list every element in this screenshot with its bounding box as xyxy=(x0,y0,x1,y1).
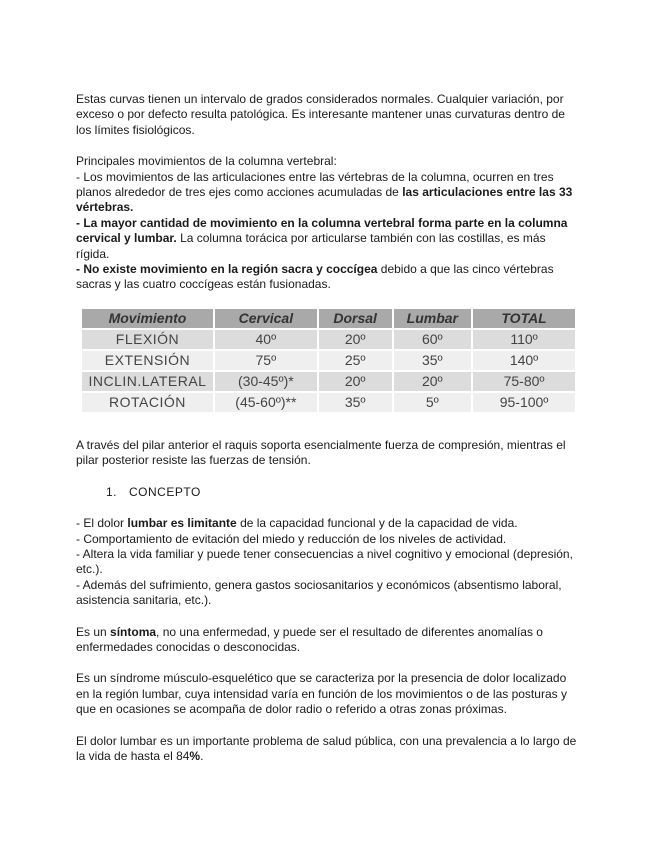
table-row xyxy=(82,372,575,391)
table-cell: 75º xyxy=(215,351,317,370)
table-cell: 75-80º xyxy=(473,372,575,391)
movement-table xyxy=(80,307,577,414)
table-header: Movimiento xyxy=(82,309,213,328)
table-cell: FLEXIÓN xyxy=(82,330,213,349)
document-page xyxy=(76,92,581,780)
table-cell: 40º xyxy=(215,330,317,349)
heading-label: CONCEPTO xyxy=(129,484,201,499)
paragraph-prevalencia: El dolor lumbar es un importante problema de salud pública, con una prevalencia a lo largo de la vida de hasta el 84%. xyxy=(76,733,577,763)
table-cell: 95-100º xyxy=(473,393,575,412)
table-cell: 35º xyxy=(319,393,392,412)
table-cell: 20º xyxy=(319,372,392,391)
table-cell: EXTENSIÓN xyxy=(82,351,213,370)
table-cell: 35º xyxy=(394,351,472,370)
table-cell: 140º xyxy=(473,351,575,370)
section-heading-concepto xyxy=(106,485,581,500)
paragraph-bullets xyxy=(76,516,581,608)
movimientos-intro: Principales movimientos de la columna vertebral: xyxy=(76,154,337,169)
bullet-2: - Comportamiento de evitación del miedo y reducción de los niveles de actividad. xyxy=(76,531,507,546)
paragraph-pilar: A través del pilar anterior el raquis soporta esencialmente fuerza de compresión, mientras el pilar posterior resiste las fuerzas de tensión. xyxy=(76,437,566,468)
paragraph-sintoma: Es un síntoma, no una enfermedad, y puede ser el resultado de diferentes anomalías o enfermedades conocidas o desconocidas. xyxy=(76,624,543,654)
table-header: Lumbar xyxy=(394,309,472,328)
bullet-3: - Altera la vida familiar y puede tener consecuencias a nivel cognitivo y emocional (depresión, etc.). xyxy=(76,546,573,577)
table-header: Dorsal xyxy=(319,309,392,328)
table-row xyxy=(82,330,575,349)
paragraph-curvas: Estas curvas tienen un intervalo de grados considerados normales. Cualquier variación, por exceso o por defecto resulta patológica. Es interesante mantener unas curvaturas dentro de los límites fisiológicos. xyxy=(76,92,565,137)
table-cell: ROTACIÓN xyxy=(82,393,213,412)
table-cell: 5º xyxy=(394,393,472,412)
table-row xyxy=(82,351,575,370)
table-cell: 60º xyxy=(394,330,472,349)
table-cell: 20º xyxy=(319,330,392,349)
table-cell: 20º xyxy=(394,372,472,391)
paragraph-sindrome: Es un síndrome músculo-esquelético que se caracteriza por la presencia de dolor localizado en la región lumbar, cuya intensidad varía en función de los movimientos o de las posturas y que en ocasiones se acompaña de dolor radio o referido a otras zonas próximas. xyxy=(76,671,567,717)
table-header: TOTAL xyxy=(473,309,575,328)
table-cell: 25º xyxy=(319,351,392,370)
table-row xyxy=(82,393,575,412)
bullet-4: - Además del sufrimiento, genera gastos sociosanitarios y económicos (absentismo laboral, asistencia sanitaria, etc.). xyxy=(76,577,562,608)
table-cell: (45-60º)** xyxy=(215,393,317,412)
table-cell: 110º xyxy=(473,330,575,349)
table-cell: (30-45º)* xyxy=(215,372,317,391)
table-header: Cervical xyxy=(215,309,317,328)
table-header-row xyxy=(82,309,575,328)
movimientos-line-3: - No existe movimiento en la región sacra y coccígea debido a que las cinco vértebras sacras y las cuatro coccígeas están fusionadas. xyxy=(76,262,554,292)
movimientos-line-2: - La mayor cantidad de movimiento en la columna vertebral forma parte en la columna cervical y lumbar. La columna torácica por articularse también con las costillas, es más rígida. xyxy=(76,215,568,261)
heading-number: 1. xyxy=(106,484,118,499)
movimientos-line-1: - Los movimientos de las articulaciones entre las vértebras de la columna, ocurren en tres planos alrededor de tres ejes como acciones acumuladas de las articulaciones entre las 33 vértebras. xyxy=(76,169,573,215)
paragraph-movimientos xyxy=(76,154,581,293)
bullet-1: - El dolor lumbar es limitante de la capacidad funcional y de la capacidad de vida. xyxy=(76,516,518,531)
table-cell: INCLIN.LATERAL xyxy=(82,372,213,391)
